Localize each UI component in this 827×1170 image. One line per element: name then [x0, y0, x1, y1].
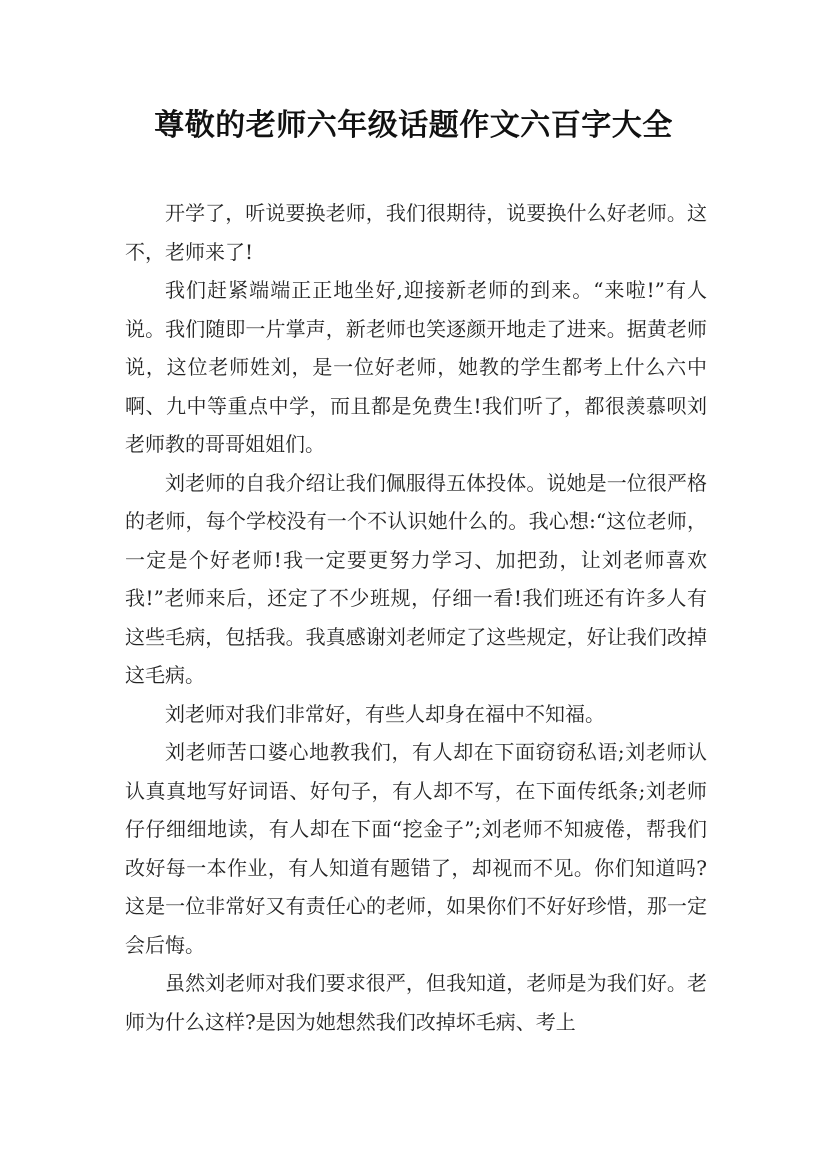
paragraph: 刘老师的自我介绍让我们佩服得五体投体。说她是一位很严格的老师，每个学校没有一个不认识她什么的。我心想:“这位老师，一定是个好老师!我一定要更努力学习、加把劲，让刘老师喜欢我!”老师来后，还定了不少班规，仔细一看!我们班还有许多人有这些毛病，包括我。我真感谢刘老师定了这些规定，好让我们改掉这毛病。	[125, 470, 707, 687]
paragraph: 我们赶紧端端正正地坐好,迎接新老师的到来。“来啦!”有人说。我们随即一片掌声，新老师也笑逐颜开地走了进来。据黄老师说，这位老师姓刘，是一位好老师，她教的学生都考上什么六中啊、九中等重点中学，而且都是免费生!我们听了，都很羡慕呗刘老师教的哥哥姐姐们。	[125, 278, 707, 456]
paragraph: 开学了，听说要换老师，我们很期待，说要换什么好老师。这不，老师来了!	[125, 201, 707, 264]
paragraph: 刘老师对我们非常好，有些人却身在福中不知福。	[165, 701, 605, 726]
paragraph: 刘老师苦口婆心地教我们，有人却在下面窃窃私语;刘老师认认真真地写好词语、好句子，有人却不写，在下面传纸条;刘老师仔仔细细地读，有人却在下面“挖金子”;刘老师不知疲倦，帮我们改好每一本作业，有人知道有题错了，却视而不见。你们知道吗?这是一位非常好又有责任心的老师，如果你们不好好珍惜，那一定会后悔。	[125, 740, 707, 957]
document-body	[125, 194, 707, 1041]
document-title: 尊敬的老师六年级话题作文六百字大全	[154, 108, 673, 143]
paragraph: 虽然刘老师对我们要求很严，但我知道，老师是为我们好。老师为什么这样?是因为她想然我们改掉坏毛病、考上	[125, 971, 707, 1034]
